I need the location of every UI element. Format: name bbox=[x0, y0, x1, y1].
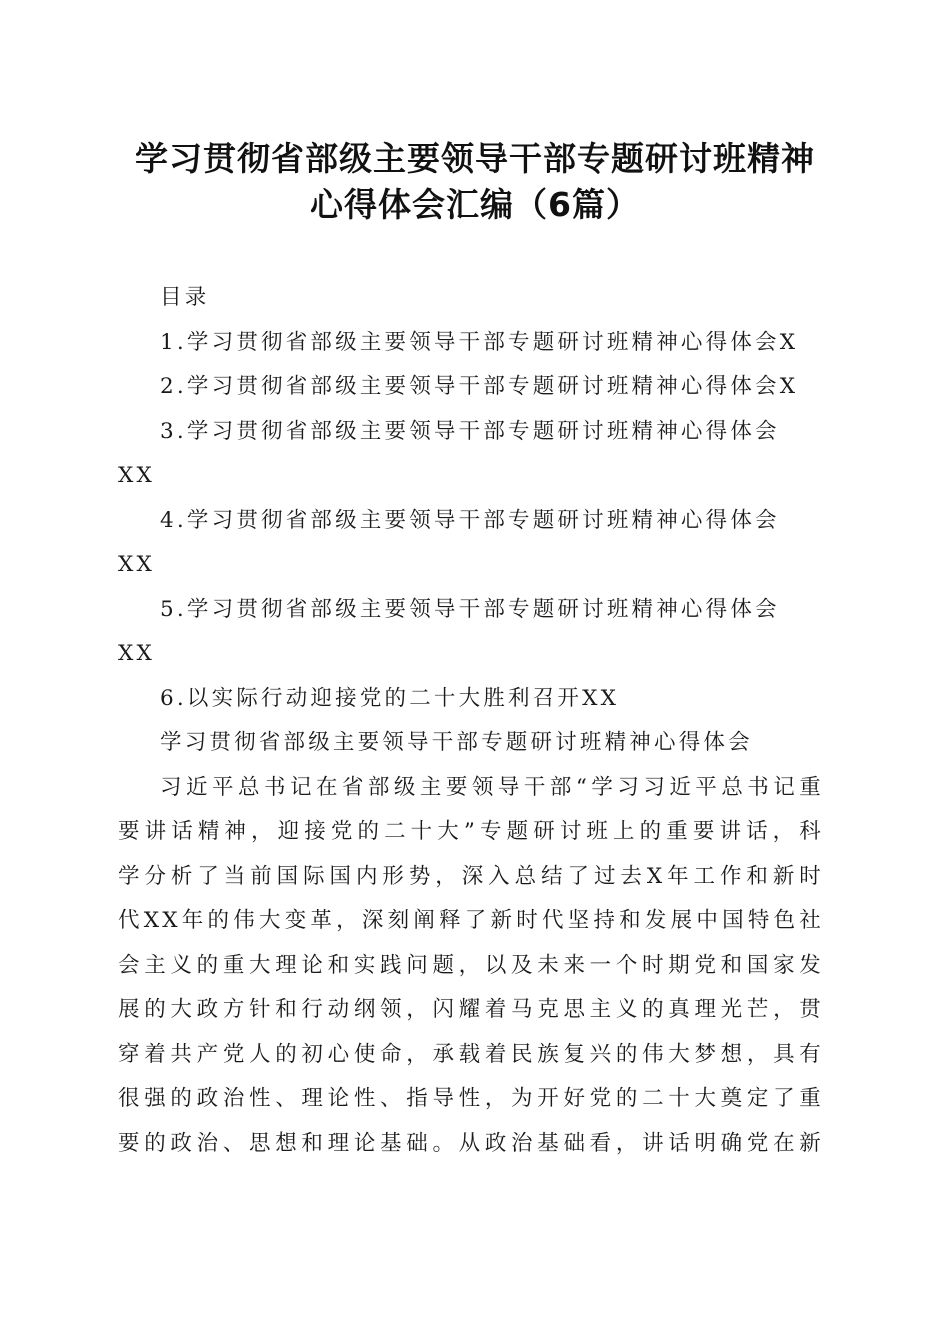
paragraph-line: 会主义的重大理论和实践问题，以及未来一个时期党和国家发 bbox=[118, 952, 824, 978]
toc-item-3: 3.学习贯彻省部级主要领导干部专题研讨班精神心得体会 bbox=[160, 418, 780, 444]
paragraph-line: 学分析了当前国际国内形势，深入总结了过去X年工作和新时 bbox=[118, 863, 824, 889]
document-body bbox=[118, 276, 824, 1166]
paragraph-line: 习近平总书记在省部级主要领导干部“学习习近平总书记重 bbox=[160, 774, 824, 800]
toc-heading: 目录 bbox=[160, 285, 210, 310]
paragraph-line: 要讲话精神，迎接党的二十大”专题研讨班上的重要讲话，科 bbox=[118, 819, 824, 844]
paragraph-line: 穿着共产党人的初心使命，承载着民族复兴的伟大梦想，具有 bbox=[118, 1041, 824, 1067]
article-heading: 学习贯彻省部级主要领导干部专题研讨班精神心得体会 bbox=[160, 730, 753, 755]
paragraph-line: 要的政治、思想和理论基础。从政治基础看，讲话明确党在新 bbox=[118, 1130, 824, 1156]
paragraph-line: 很强的政治性、理论性、指导性，为开好党的二十大奠定了重 bbox=[118, 1086, 824, 1111]
toc-item-6: 6.以实际行动迎接党的二十大胜利召开XX bbox=[160, 685, 620, 711]
document-title-line-2: 心得体会汇编（6篇） bbox=[310, 185, 640, 224]
toc-item-5-page: XX bbox=[118, 641, 156, 666]
document-title-line-1: 学习贯彻省部级主要领导干部专题研讨班精神 bbox=[135, 139, 815, 178]
toc-item-4: 4.学习贯彻省部级主要领导干部专题研讨班精神心得体会 bbox=[160, 507, 780, 533]
paragraph-line: 代XX年的伟大变革，深刻阐释了新时代坚持和发展中国特色社 bbox=[118, 908, 824, 933]
paragraph-line: 展的大政方针和行动纲领，闪耀着马克思主义的真理光芒，贯 bbox=[118, 997, 824, 1022]
toc-item-2: 2.学习贯彻省部级主要领导干部专题研讨班精神心得体会X bbox=[160, 374, 799, 399]
toc-item-1: 1.学习贯彻省部级主要领导干部专题研讨班精神心得体会X bbox=[160, 329, 799, 355]
toc-item-5: 5.学习贯彻省部级主要领导干部专题研讨班精神心得体会 bbox=[160, 596, 780, 622]
toc-item-4-page: XX bbox=[118, 552, 156, 577]
toc-item-3-page: XX bbox=[118, 463, 156, 488]
